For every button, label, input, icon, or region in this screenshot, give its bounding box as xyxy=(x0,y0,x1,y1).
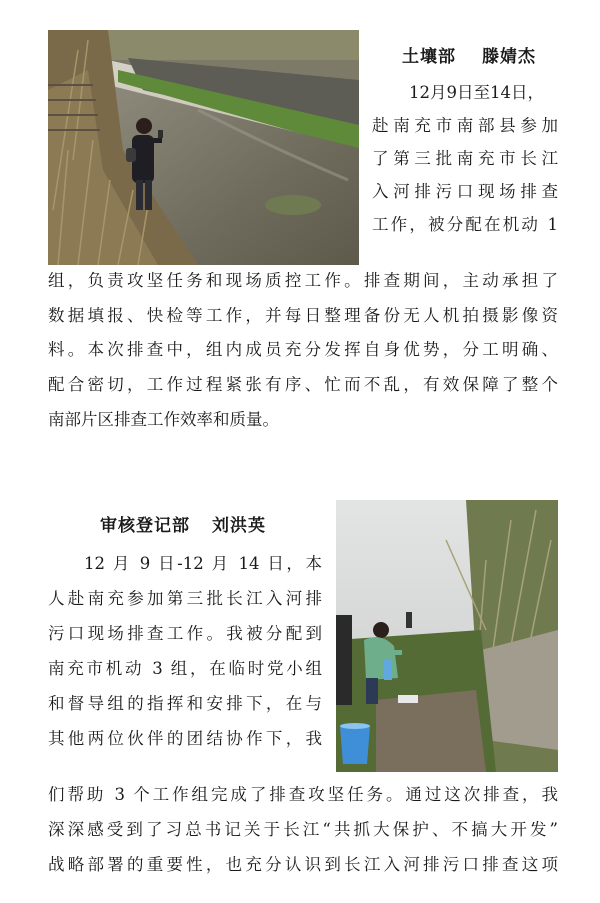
paragraph-line: 组，负责攻坚任务和现场质控工作。排查期间，主动承担了 xyxy=(48,271,558,290)
section2-heading xyxy=(100,511,266,536)
paragraph-line: 入河排污口现场排查 xyxy=(372,182,558,201)
paragraph-line: 深深感受到了习总书记关于长江“共抓大保护、不搞大开发” xyxy=(48,820,558,839)
paragraph-line: 配合密切，工作过程紧张有序、忙而不乱，有效保障了整个 xyxy=(48,375,558,394)
department-label: 土壤部 xyxy=(402,47,456,67)
paragraph-line: 们帮助 3 个工作组完成了排查攻坚任务。通过这次排查，我 xyxy=(48,785,558,804)
paragraph-line: 数据填报、快检等工作，并每日整理备份无人机拍摄影像资 xyxy=(48,306,558,325)
paragraph-line: 12 月 9 日-12 月 14 日，本 xyxy=(84,554,322,573)
paragraph-line: 人赴南充参加第三批长江入河排 xyxy=(48,589,322,608)
section1-heading xyxy=(402,42,536,67)
paragraph-line: 污口现场排查工作。我被分配到 xyxy=(48,624,322,643)
water-sampling-photo xyxy=(336,500,558,772)
river-survey-photo xyxy=(48,30,359,265)
paragraph-line: 其他两位伙伴的团结协作下，我 xyxy=(48,729,322,748)
paragraph-line: 12月9日至14日， xyxy=(409,83,544,102)
author-name: 滕婧杰 xyxy=(482,47,536,67)
paragraph-line: 南部片区排查工作效率和质量。 xyxy=(48,410,279,429)
paragraph-line: 战略部署的重要性，也充分认识到长江入河排污口排查这项 xyxy=(48,855,558,874)
paragraph-line: 赴南充市南部县参加 xyxy=(372,116,558,135)
paragraph-line: 工作，被分配在机动 1 xyxy=(372,215,558,234)
paragraph-line: 和督导组的指挥和安排下，在与 xyxy=(48,694,322,713)
department-label: 审核登记部 xyxy=(100,516,190,536)
paragraph-line: 南充市机动 3 组，在临时党小组 xyxy=(48,659,322,678)
paragraph-line: 料。本次排查中，组内成员充分发挥自身优势，分工明确、 xyxy=(48,340,558,359)
paragraph-line: 了第三批南充市长江 xyxy=(372,149,558,168)
author-name: 刘洪英 xyxy=(212,516,266,536)
